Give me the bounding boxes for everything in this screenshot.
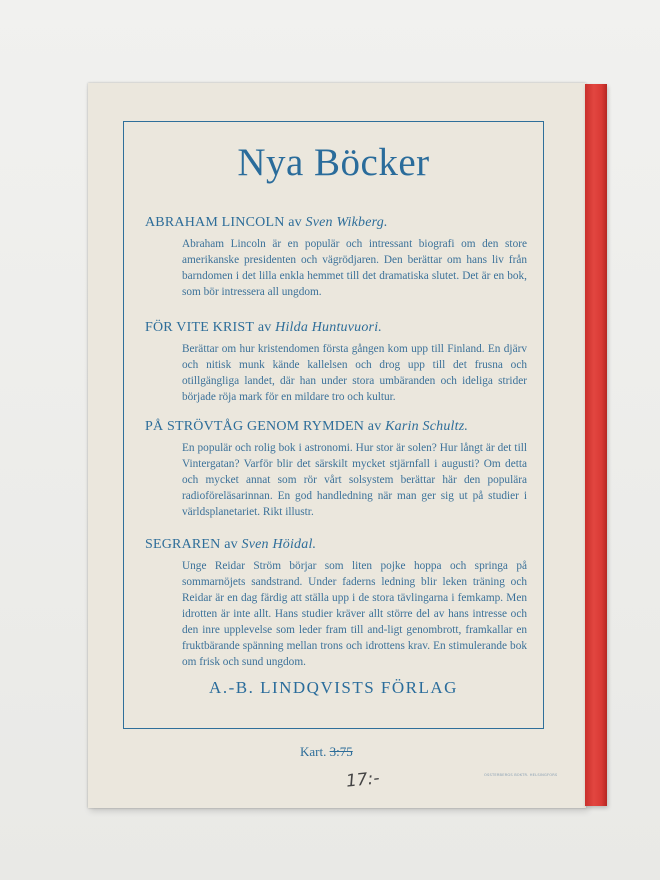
entry-heading: PÅ STRÖVTÅG GENOM RYMDEN av Karin Schultz. — [145, 419, 469, 434]
page-title: Nya Böcker — [237, 141, 430, 184]
entry-heading: ABRAHAM LINCOLN av Sven Wikberg. — [145, 215, 388, 230]
price-value: 3:75 — [329, 744, 353, 759]
entry-description: En populär och rolig bok i astronomi. Hur stor är solen? Hur långt är det till Vintergatan? Varför blir det särskilt mycket stjärnfall i augusti? Om detta och mycket annat som rör vårt solsystem berättar här den populära radioföreläsarinnan. En god handledning när man ger sig ut på studier i världsplanetariet. Rikt illustr. — [182, 442, 527, 518]
entry-description: Abraham Lincoln är en populär och intressant biografi om den store amerikanske presidenten och vägrödjaren. Den berättar om hans liv från barndomen i det lilla enkla hemmet till det dramatiska slutet. Det är en bok, som bör intressera all ungdom. — [182, 238, 527, 298]
book-entry-vite-krist — [145, 319, 527, 405]
book-spine — [585, 84, 607, 806]
book-entry-rymden — [145, 418, 527, 520]
entry-description: Unge Reidar Ström börjar som liten pojke hoppa och springa på sommarnöjets sandstrand. Under faderns ledning blir leken träning och Reidar är en dag färdig att ställa upp i de stora tävlingarna i femkamp. Men idrotten är inte allt. Hans studier kräver allt större del av hans intresse och den inre upplevelse som leder fram till and-ligt genombrott, framkallar en fruktbärande spänning mellan trons och idrottens krav. En stimulerande bok om frisk och sund ungdom. — [182, 560, 527, 668]
book-entry-segraren — [145, 536, 527, 670]
printer-imprint: OSSTERBERGS BOKTR. HELSINGFORS — [484, 773, 558, 777]
entry-heading: SEGRAREN av Sven Höidal. — [145, 537, 317, 552]
publisher-name: A.-B. LINDQVISTS FÖRLAG — [209, 678, 458, 697]
handwritten-price: 17:- — [345, 768, 381, 792]
entry-description: Berättar om hur kristendomen första gången kom upp till Finland. En djärv och nitisk munk kände kallelsen och drog upp till det frusna och otillgängliga landet, där han under stora umbäranden och ideliga strider började röja mark för en mildare tro och kultur. — [182, 343, 527, 403]
book-entry-lincoln — [145, 214, 527, 300]
price-label: Kart. 3:75 — [300, 744, 353, 759]
entry-heading: FÖR VITE KRIST av Hilda Huntuvuori. — [145, 320, 382, 335]
